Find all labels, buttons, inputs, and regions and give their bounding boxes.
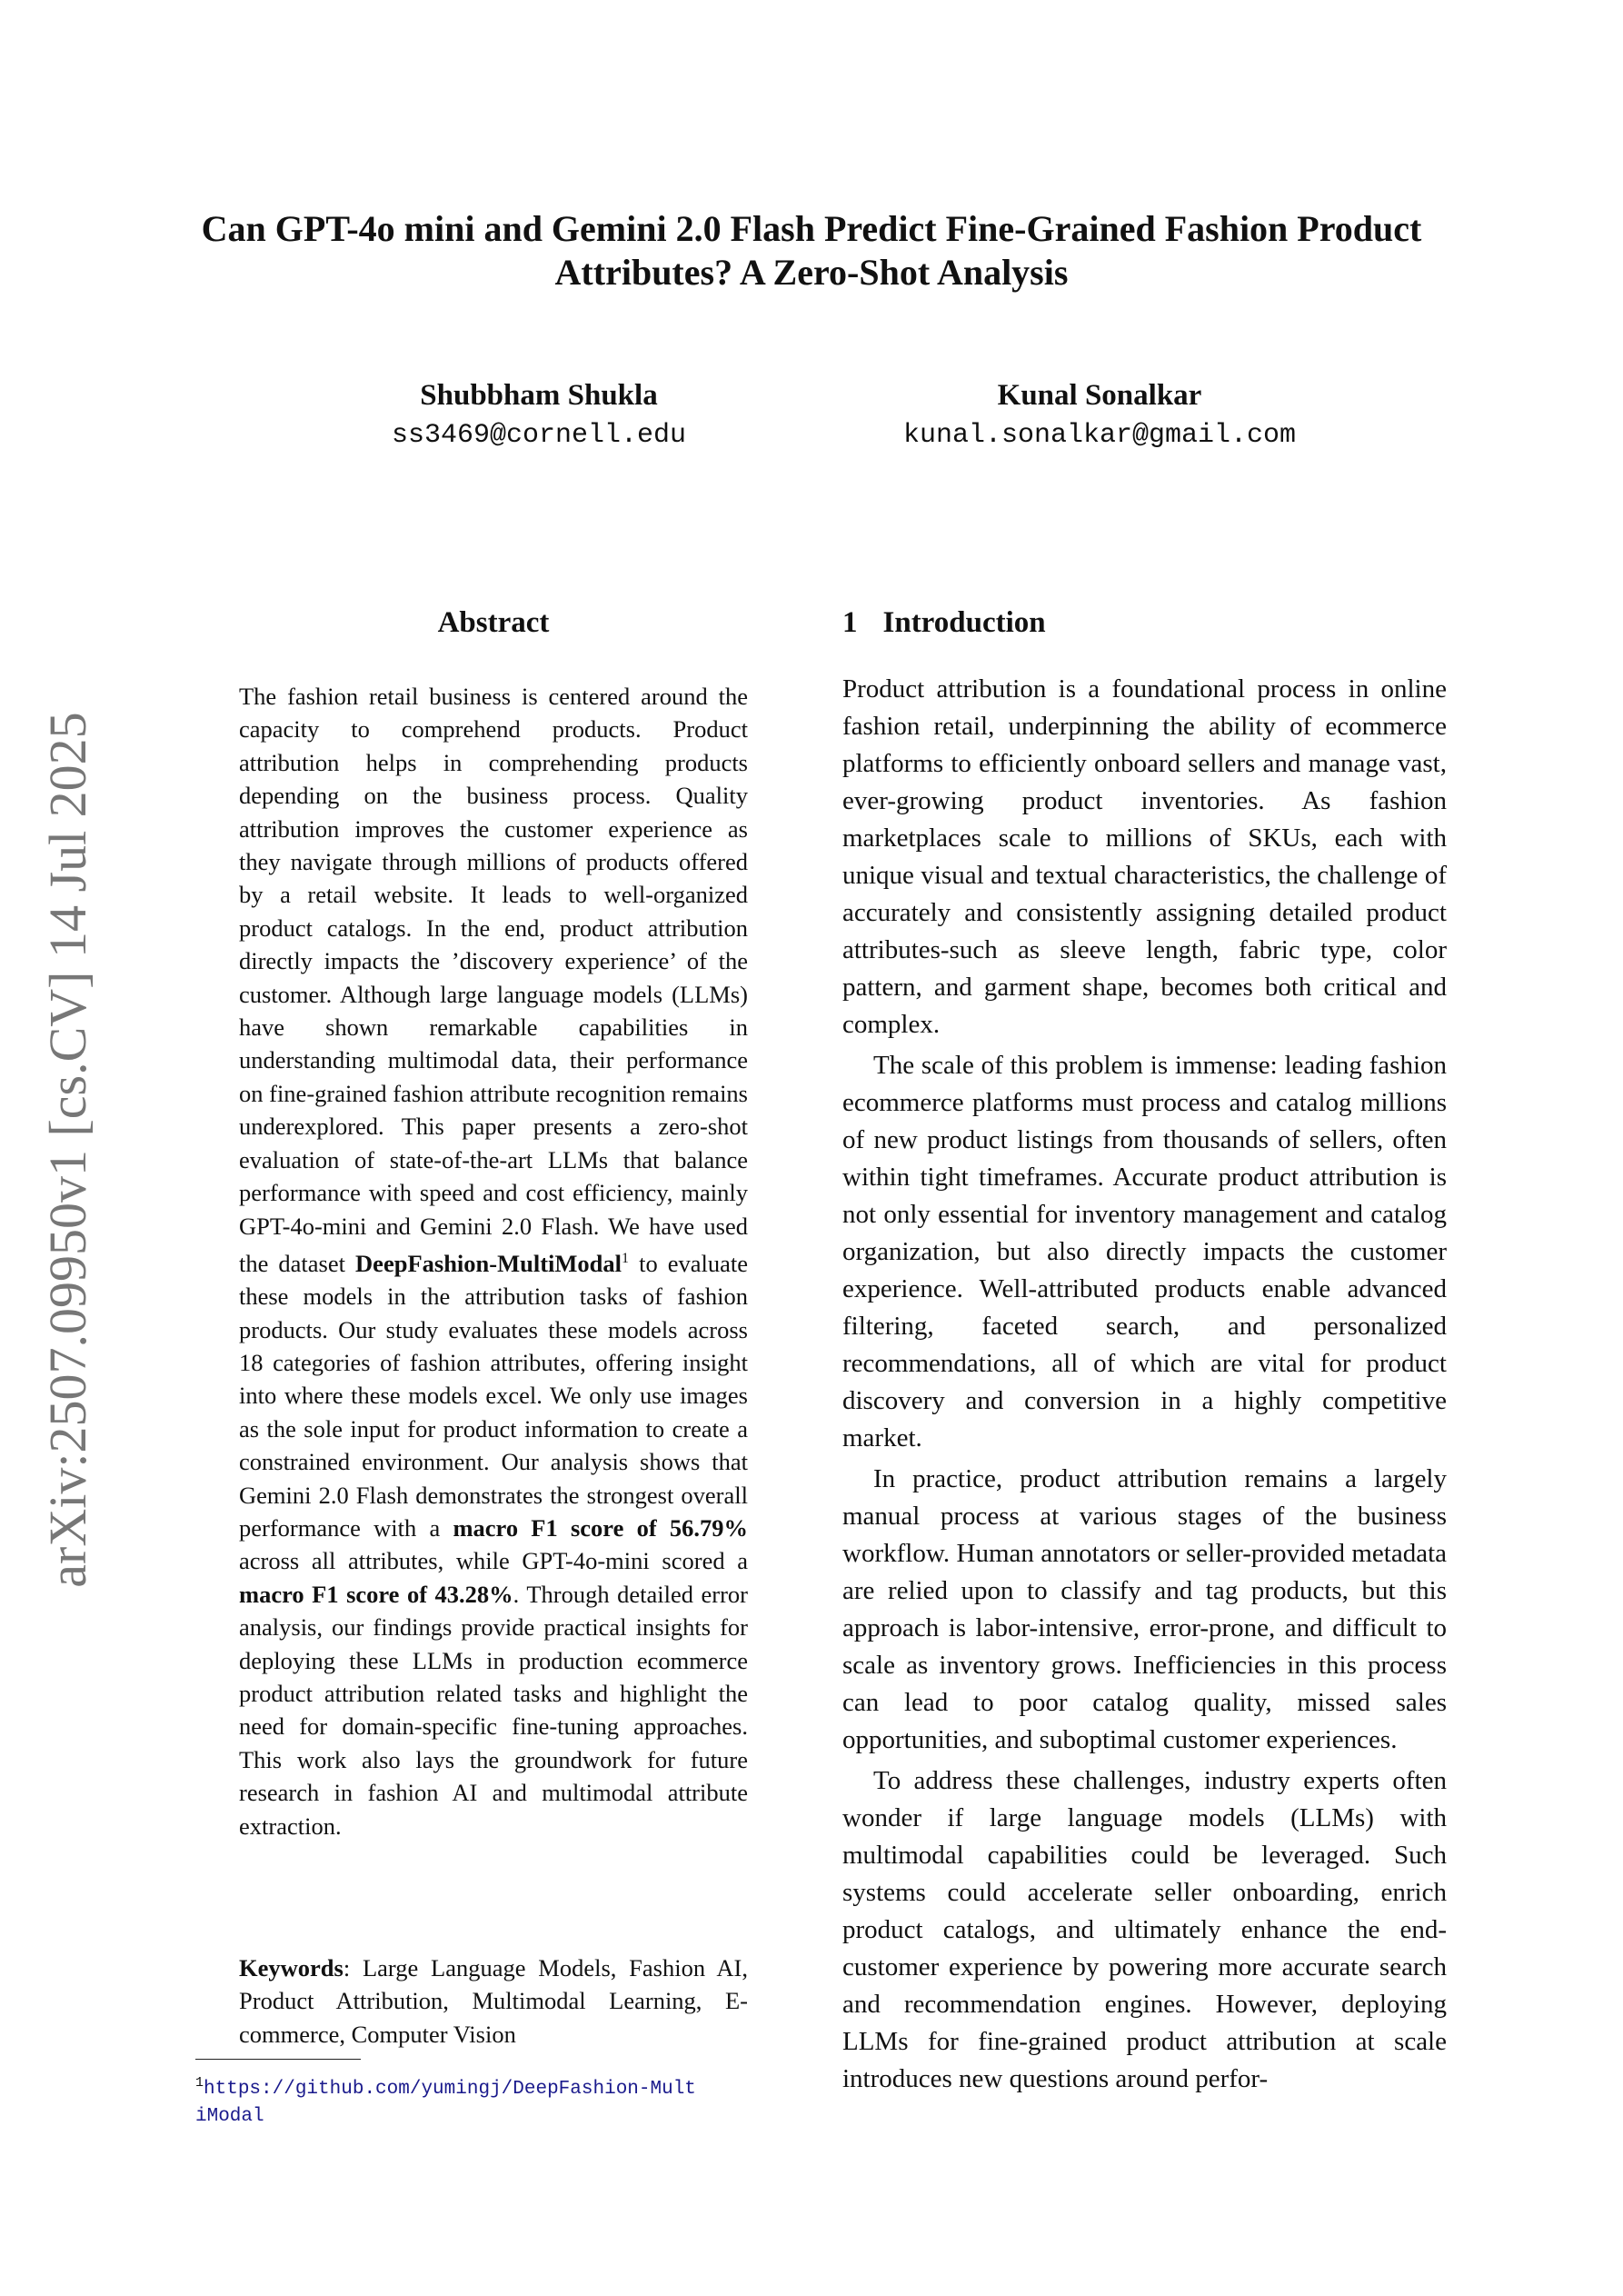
footnote — [195, 2070, 704, 2131]
author-block-1 — [357, 377, 721, 454]
author-block-2 — [850, 377, 1349, 454]
abstract-text: across all attributes, while GPT-4o-mini scored a — [239, 1547, 748, 1575]
keywords-label: Keywords — [239, 1954, 344, 1982]
author-email: kunal.sonalkar@gmail.com — [902, 420, 1297, 451]
keywords — [239, 1952, 748, 2051]
abstract-text: . Through detailed error analysis, our findings provide practical insights for deploying these LLMs in production ecommerce product attribution related tasks and highlight the need for domain-specific fine-tuning approaches. This work also lays the groundwork for future research in fashion AI and multimodal attribute extraction. — [239, 1580, 748, 1840]
section-number: 1 — [842, 606, 858, 639]
abstract-text: The fashion retail business is centered around the capacity to comprehend products. Product attribution helps in comprehending products depending on the business process. Quality attribution improves the customer experience as they navigate through millions of products offered by a retail website. It leads to well-organized product catalogs. In the end, product attribution directly impacts the ’discovery experience’ of the customer. Although large language models (LLMs) have shown remarkable capabilities in understanding multimodal data, their performance on fine-grained fashion attribute recognition remains underexplored. This paper presents a zero-shot evaluation of state-of-the-art LLMs that balance performance with speed and cost efficiency, mainly GPT-4o-mini and Gemini 2.0 Flash. We have used the dataset — [239, 683, 748, 1277]
section-heading-introduction — [842, 604, 1479, 641]
author-name: Shubbham Shukla — [420, 379, 658, 412]
footnote-marker: 1 — [622, 1250, 630, 1266]
paragraph: The scale of this problem is immense: leading fashion ecommerce platforms must process and catalog millions of new product listings from thousands of sellers, often within tight timeframes. Accurate product attribution is not only essential for inventory management and catalog organization, but also directly impacts the customer experience. Well-attributed products enable advanced filtering, faceted search, and personalized recommendations, all of which are vital for product discovery and conversion in a highly competitive market. — [842, 1051, 1447, 1452]
introduction-body — [842, 671, 1447, 2101]
paper-title: Can GPT-4o mini and Gemini 2.0 Flash Predict Fine-Grained Fashion Product Attributes? A Zero-Shot Analysis — [201, 208, 1422, 293]
footnote-marker: 1 — [195, 2075, 204, 2091]
gpt-score: macro F1 score of 43.28% — [239, 1580, 513, 1608]
footnote-divider — [195, 2059, 361, 2060]
paragraph: Product attribution is a foundational process in online fashion retail, underpinning the ability of ecommerce platforms to efficiently onboard sellers and manage vast, ever-growing product inventories. As fashion marketplaces scale to millions of SKUs, each with unique visual and textual characteristics, the challenge of accurately and consistently assigning detailed product attributes-such as sleeve length, fabric type, color pattern, and garment shape, becomes both critical and complex. — [842, 674, 1447, 1039]
author-email: ss3469@cornell.edu — [391, 420, 687, 451]
abstract-body — [239, 680, 748, 1842]
arxiv-identifier-stamp: arXiv:2507.09950v1 [cs.CV] 14 Jul 2025 — [38, 712, 97, 1588]
author-name: Kunal Sonalkar — [997, 379, 1202, 412]
section-title: Introduction — [882, 606, 1046, 639]
footnote-link[interactable]: https://github.com/yumingj/DeepFashion-MultiModal — [195, 2079, 696, 2127]
abstract-text: to evaluate these models in the attribution tasks of fashion products. Our study evaluates these models across 18 categories of fashion attributes, offering insight into where these models excel. We only use images as the sole input for product information to create a constrained environment. Our analysis shows that Gemini 2.0 Flash demonstrates the strongest overall performance with a — [239, 1249, 749, 1542]
paragraph: To address these challenges, industry experts often wonder if large language models (LLMs) with multimodal capabilities could be leveraged. Such systems could accelerate seller onboarding, enrich product catalogs, and ultimately enhance the end-customer experience by powering more accurate search and recommendation engines. However, deploying LLMs for fine-grained product attribution at scale introduces new questions around perfor- — [842, 1766, 1447, 2093]
paragraph: In practice, product attribution remains a largely manual process at various stages of the business workflow. Human annotators or seller-provided metadata are relied upon to classify and tag products, but this approach is labor-intensive, error-prone, and difficult to scale as inventory grows. Inefficiencies in this process can lead to poor catalog quality, missed sales opportunities, and suboptimal customer experiences. — [842, 1464, 1447, 1754]
keywords-text: : Large Language Models, Fashion AI, Product Attribution, Multimodal Learning, E-commerce, Computer Vision — [239, 1954, 748, 2048]
gemini-score: macro F1 score of 56.79% — [453, 1513, 748, 1542]
dataset-name: DeepFashion-MultiModal — [355, 1249, 622, 1277]
abstract-heading: Abstract — [437, 606, 550, 639]
